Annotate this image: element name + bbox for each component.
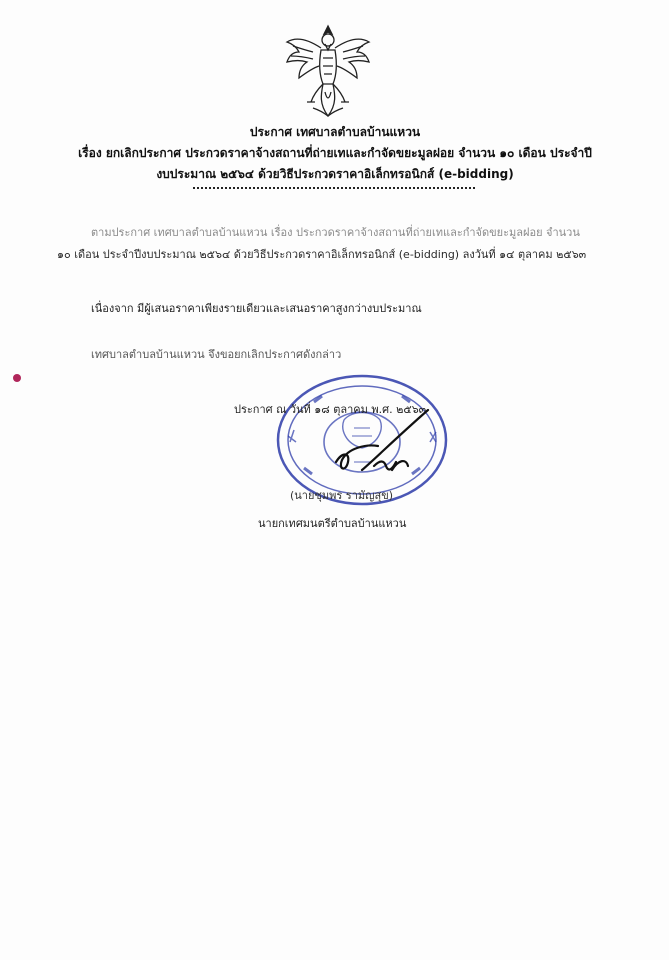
signatory-name: (นายชุมพร รามัญสุข) bbox=[290, 489, 394, 502]
signatory-position: นายกเทศมนตรีตำบลบ้านแหวน bbox=[258, 517, 407, 530]
announcement-title bbox=[40, 122, 630, 185]
handwritten-signature bbox=[326, 400, 436, 490]
paragraph-reference-line-2: ๑๐ เดือน ประจำปีงบประมาณ ๒๕๖๔ ด้วยวิธีประกวดราคาอิเล็กทรอนิกส์ (e-bidding) ลงวันที่ ๑๔ ตุลาคม ๒๕๖๓ bbox=[57, 248, 587, 261]
announcement-date: ประกาศ ณ วันที่ ๑๘ ตุลาคม พ.ศ. ๒๕๖๓ bbox=[234, 403, 427, 416]
dotted-divider bbox=[193, 187, 475, 189]
title-subject-continued: งบประมาณ ๒๕๖๔ ด้วยวิธีประกวดราคาอิเล็กทรอนิกส์ (e-bidding) bbox=[156, 167, 514, 181]
paragraph-reference-line-1: ตามประกาศ เทศบาลตำบลบ้านแหวน เรื่อง ประกวดราคาจ้างสถานที่ถ่ายเทและกำจัดขยะมูลฝอย จำนวน bbox=[91, 226, 580, 239]
paragraph-cancellation: เทศบาลตำบลบ้านแหวน จึงขอยกเลิกประกาศดังกล่าว bbox=[91, 348, 342, 361]
ink-mark bbox=[13, 374, 21, 382]
garuda-emblem-icon bbox=[283, 22, 373, 120]
title-issuer: ประกาศ เทศบาลตำบลบ้านแหวน bbox=[249, 125, 421, 139]
title-subject: เรื่อง ยกเลิกประกาศ ประกวดราคาจ้างสถานที่ถ่ายเทและกำจัดขยะมูลฝอย จำนวน ๑๐ เดือน ประจำปี bbox=[78, 146, 592, 160]
paragraph-reference bbox=[57, 222, 617, 266]
paragraph-reason: เนื่องจาก มีผู้เสนอราคาเพียงรายเดียวและเสนอราคาสูงกว่างบประมาณ bbox=[91, 302, 422, 315]
